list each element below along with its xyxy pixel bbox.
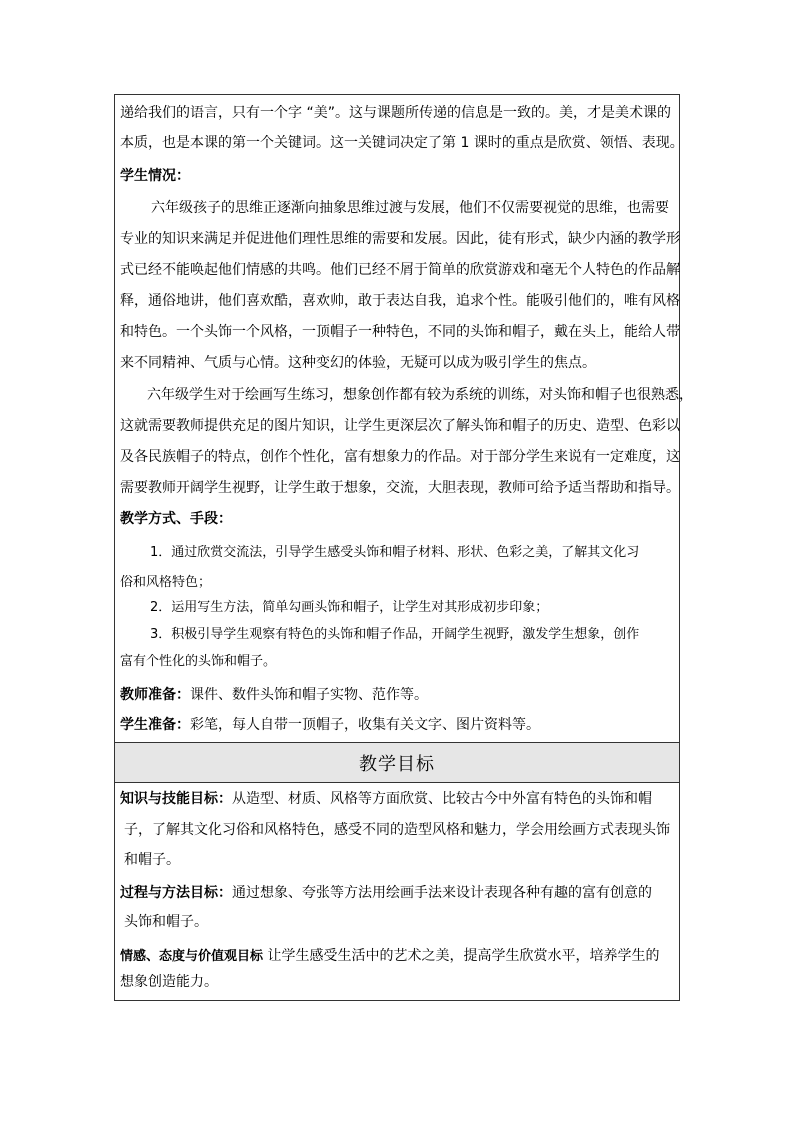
- knowledge-objective: [120, 789, 676, 809]
- teacher-prep-label: 教师准备：: [120, 687, 190, 703]
- emotion-label: 情感、态度与价值观目标: [120, 949, 264, 964]
- teacher-prep-text: 课件、数件头饰和帽子实物、范作等。: [190, 687, 428, 703]
- emotion-objective: [120, 946, 676, 967]
- method-item: 1．通过欣赏交流法，引导学生感受头饰和帽子材料、形状、色彩之美，了解其文化习: [150, 545, 640, 560]
- objectives-title: 教学目标: [359, 753, 435, 775]
- paragraph-line: 和特色。一个头饰一个风格，一顶帽子一种特色，不同的头饰和帽子，戴在头上，能给人带: [120, 324, 680, 340]
- paragraph-line: 六年级学生对于绘画写生练习，想象创作都有较为系统的训练，对头饰和帽子也很熟悉，: [147, 387, 693, 403]
- paragraph-line: 及各民族帽子的特点，创作个性化，富有想象力的作品。对于部分学生来说有一定难度，这: [120, 449, 680, 465]
- objective-line: 从造型、材质、风格等方面欣赏、比较古今中外富有特色的头饰和帽: [232, 791, 652, 807]
- knowledge-label: 知识与技能目标：: [120, 791, 232, 807]
- student-prep: [120, 715, 676, 735]
- objective-line: 头饰和帽子。: [124, 914, 208, 930]
- paragraph-line: 六年级孩子的思维正逐渐向抽象思维过渡与发展，他们不仅需要视觉的思维，也需要: [151, 200, 669, 216]
- intro-line: 递给我们的语言，只有一个字 “美”。这与课题所传递的信息是一致的。美，才是美术课的: [120, 105, 671, 121]
- process-objective: [120, 883, 676, 903]
- student-situation-heading: 学生情况：: [120, 168, 190, 184]
- student-prep-label: 学生准备：: [120, 717, 190, 733]
- method-item: 2．运用写生方法，简单勾画头饰和帽子，让学生对其形成初步印象；: [150, 600, 549, 615]
- objective-line: 和帽子。: [124, 852, 180, 868]
- objectives-cell: [115, 783, 679, 1000]
- paragraph-line: 释，通俗地讲，他们喜欢酷，喜欢帅，敢于表达自我，追求个性。能吸引他们的，唯有风格: [120, 293, 680, 309]
- objectives-header: [115, 743, 679, 783]
- analysis-cell: [115, 95, 693, 743]
- process-label: 过程与方法目标：: [120, 885, 232, 901]
- objective-line: 让学生感受生活中的艺术之美，提高学生欣赏水平，培养学生的: [267, 948, 660, 964]
- method-item: 俗和风格特色；: [120, 575, 212, 590]
- paragraph-line: 式已经不能唤起他们情感的共鸣。他们已经不屑于简单的欣赏游戏和毫无个人特色的作品解: [120, 262, 680, 278]
- objective-line: 通过想象、夸张等方法用绘画手法来设计表现各种有趣的富有创意的: [232, 885, 652, 901]
- teaching-methods-heading: 教学方式、手段：: [120, 511, 232, 527]
- lesson-plan-table: [114, 94, 693, 1001]
- intro-line: 本质，也是本课的第一个关键词。这一关键词决定了第 1 课时的重点是欣赏、领悟、表现。: [120, 135, 684, 151]
- method-item: 富有个性化的头饰和帽子。: [120, 654, 277, 669]
- student-prep-text: 彩笔，每人自带一顶帽子，收集有关文字、图片资料等。: [190, 717, 540, 733]
- teacher-prep: [120, 685, 676, 705]
- paragraph-line: 来不同精神、气质与心情。这种变幻的体验，无疑可以成为吸引学生的焦点。: [120, 355, 596, 371]
- objective-line: 子，了解其文化习俗和风格特色，感受不同的造型风格和魅力，学会用绘画方式表现头饰: [124, 822, 670, 838]
- paragraph-line: 需要教师开阔学生视野，让学生敢于想象，交流，大胆表现，教师可给予适当帮助和指导。: [120, 480, 680, 496]
- method-item: 3．积极引导学生观察有特色的头饰和帽子作品，开阔学生视野，激发学生想象，创作: [150, 627, 640, 642]
- paragraph-line: 这就需要教师提供充足的图片知识，让学生更深层次了解头饰和帽子的历史、造型、色彩以: [120, 418, 680, 434]
- objective-line: 想象创造能力。: [120, 974, 218, 990]
- paragraph-line: 专业的知识来满足并促进他们理性思维的需要和发展。因此，徒有形式，缺少内涵的教学形: [120, 231, 680, 247]
